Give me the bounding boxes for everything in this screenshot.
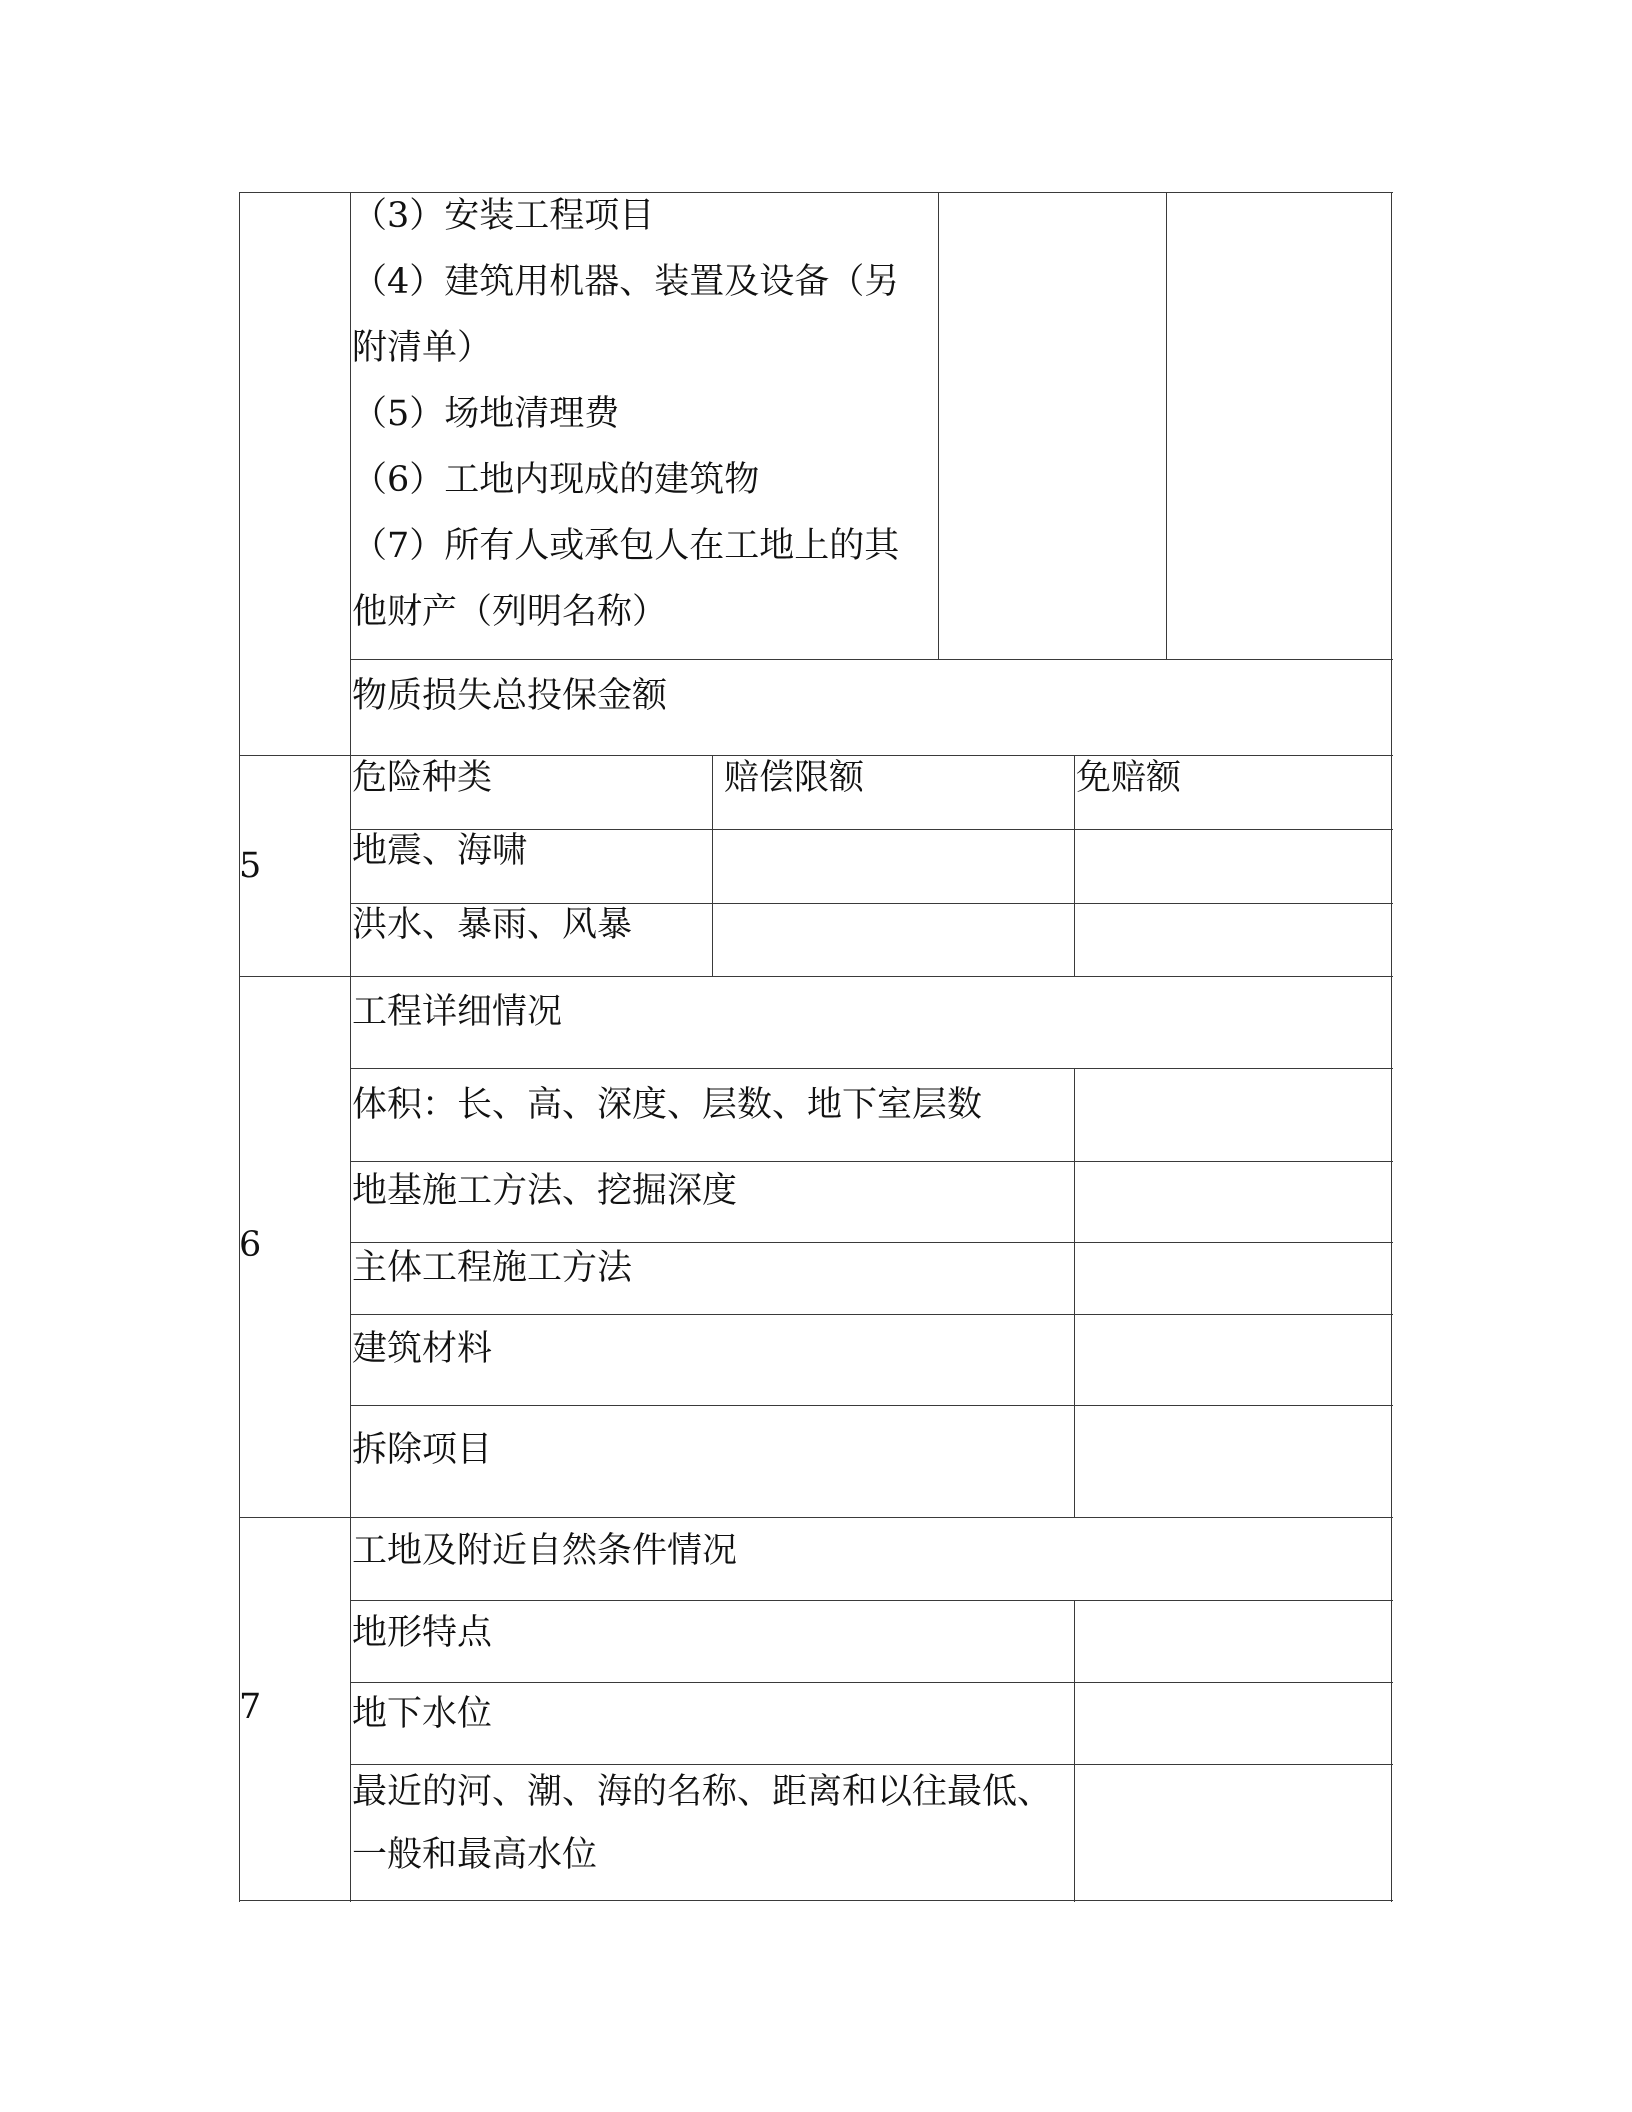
section7-top: [239, 1517, 1393, 1518]
table-border-bottom: [239, 1900, 1393, 1901]
section5-header-indemnity-limit: 赔偿限额: [724, 758, 865, 798]
section6-value-cell-5[interactable]: [1076, 1407, 1390, 1516]
section7-value-cell-2[interactable]: [1076, 1684, 1390, 1763]
section7-value-cell-1[interactable]: [1076, 1602, 1390, 1681]
section6-row-main-construction-method: 主体工程施工方法: [352, 1248, 633, 1288]
section6-number: 6: [239, 1225, 262, 1265]
section7-row-water-levels-line1: 最近的河、潮、海的名称、距离和以往最低、: [352, 1772, 1053, 1812]
section6-row-foundation-method: 地基施工方法、挖掘深度: [352, 1171, 738, 1211]
section4-item-4-cont: 附清单）: [352, 328, 493, 368]
section6-top: [239, 976, 1393, 977]
section5-header-hazard-type: 危险种类: [352, 758, 493, 798]
section7-row-water-levels-line2: 一般和最高水位: [352, 1835, 598, 1875]
section7-title: 工地及附近自然条件情况: [352, 1531, 738, 1571]
section7-row-terrain: 地形特点: [352, 1613, 493, 1653]
section6-value-cell-4[interactable]: [1076, 1316, 1390, 1404]
section4-item-3: （3）安装工程项目: [352, 196, 655, 236]
section5-deductible-cell-2[interactable]: [1076, 905, 1390, 975]
section6-row-demolition-items: 拆除项目: [352, 1430, 493, 1470]
section5-limit-cell-1[interactable]: [714, 831, 1073, 902]
section4-item-5: （5）场地清理费: [352, 394, 620, 434]
section4-total-label: 物质损失总投保金额: [352, 676, 668, 716]
section5-row-earthquake-tsunami: 地震、海啸: [352, 831, 528, 871]
section6-row-dimensions: 体积：长、高、深度、层数、地下室层数: [352, 1085, 983, 1125]
section4-item-7-cont: 他财产（列明名称）: [352, 592, 668, 632]
section6-value-cell-1[interactable]: [1076, 1070, 1390, 1160]
insurance-form-table: [239, 192, 1393, 1902]
section5-limit-cell-2[interactable]: [714, 905, 1073, 975]
section7-number: 7: [239, 1687, 262, 1727]
section4-item-4: （4）建筑用机器、装置及设备（另: [352, 262, 900, 302]
table-border-right: [1391, 192, 1392, 1902]
section5-header-deductible: 免赔额: [1076, 758, 1182, 798]
section7-row-groundwater: 地下水位: [352, 1694, 493, 1734]
section4-premium-cell[interactable]: [1168, 194, 1390, 658]
section7-value-cell-3[interactable]: [1076, 1766, 1390, 1899]
section6-value-cell-3[interactable]: [1076, 1244, 1390, 1313]
section5-number: 5: [239, 846, 262, 886]
section4-item-6: （6）工地内现成的建筑物: [352, 460, 760, 500]
section5-row-flood-storm: 洪水、暴雨、风暴: [352, 905, 633, 945]
section6-value-cell-2[interactable]: [1076, 1163, 1390, 1241]
section5-top: [239, 755, 1393, 756]
section6-title: 工程详细情况: [352, 992, 563, 1032]
section5-deductible-cell-1[interactable]: [1076, 831, 1390, 902]
section4-amount-cell[interactable]: [940, 194, 1165, 658]
section6-row-building-materials: 建筑材料: [352, 1329, 493, 1369]
table-border-left: [239, 192, 240, 1902]
section4-total-value-cell[interactable]: [939, 661, 1390, 754]
section4-item-7: （7）所有人或承包人在工地上的其: [352, 526, 900, 566]
